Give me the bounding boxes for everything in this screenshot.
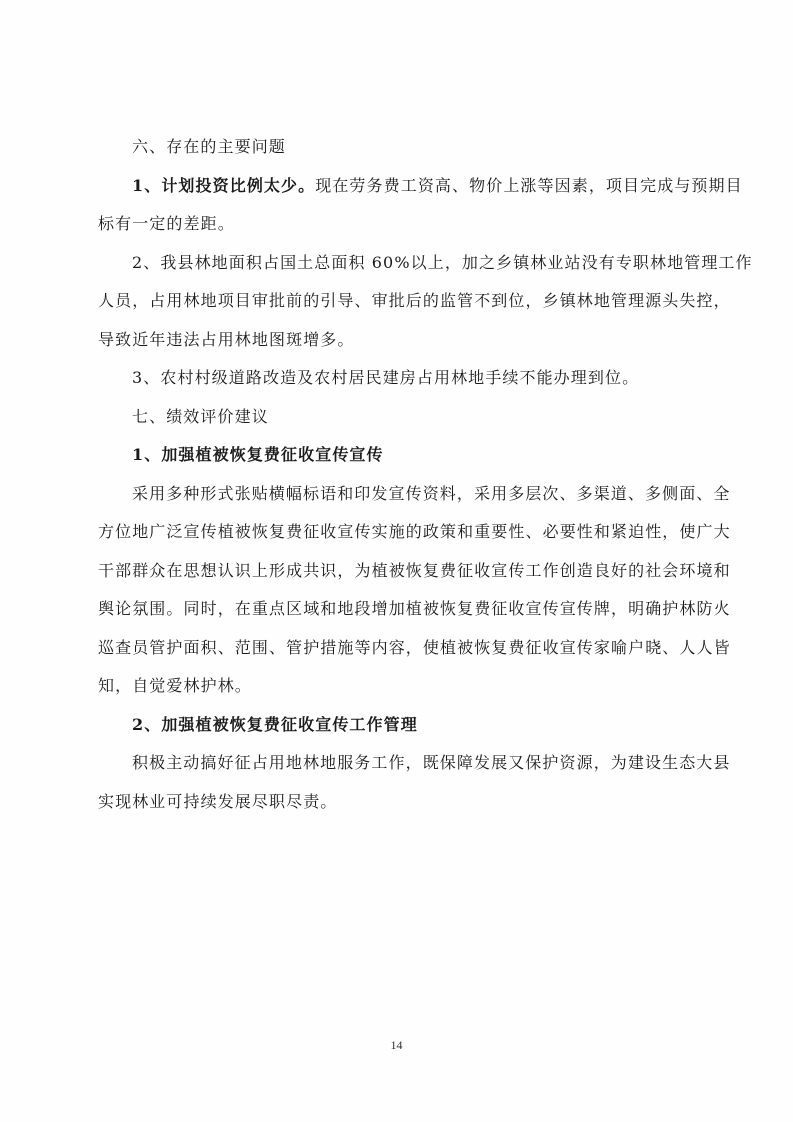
- paragraph-suggestion-2-line: 积极主动搞好征占用地林地服务工作，既保障发展又保护资源，为建设生态大县: [132, 753, 731, 772]
- paragraph-suggestion-2-line: 实现林业可持续发展尽职尽责。: [98, 791, 338, 811]
- paragraph-problem-2-line-2: 人员，占用林地项目审批前的引导、审批后的监管不到位，乡镇林地管理源头失控，: [98, 291, 731, 310]
- paragraph-suggestion-1-line: 知，自觉爱林护林。: [98, 676, 252, 695]
- section-heading-problems: 六、存在的主要问题: [132, 137, 286, 156]
- paragraph-problem-2-line-1: 2、我县林地面积占国土总面积 60%以上，加之乡镇林业站没有专职林地管理工作: [132, 252, 753, 272]
- page-number: 14: [390, 1038, 403, 1052]
- document-body: [98, 128, 753, 821]
- subheading-suggestion-1: 1、加强植被恢复费征收宣传宣传: [132, 445, 384, 464]
- paragraph-suggestion-1-line: 巡查员管护面积、范围、管护措施等内容，使植被恢复费征收宣传家喻户晓、人人皆: [98, 637, 731, 657]
- paragraph-suggestion-1-line: 方位地广泛宣传植被恢复费征收宣传实施的政策和重要性、必要性和紧迫性，使广大: [98, 522, 731, 541]
- subheading-suggestion-2: 2、加强植被恢复费征收宣传工作管理: [132, 714, 418, 734]
- section-heading-suggestions: 七、绩效评价建议: [132, 406, 269, 426]
- paragraph-problem-1-line-1: [98, 167, 743, 206]
- paragraph-problem-3-line-1: 3、农村村级道路改造及农村居民建房占用林地手续不能办理到位。: [132, 368, 640, 387]
- paragraph-suggestion-1-line: 干部群众在思想认识上形成共识，为植被恢复费征收宣传工作创造良好的社会环境和: [98, 560, 731, 580]
- problem-1-lead: 1、计划投资比例太少。: [132, 175, 316, 195]
- paragraph-problem-2-line-3: 导致近年违法占用林地图斑增多。: [98, 329, 355, 349]
- paragraph-problem-1-line-2: 标有一定的差距。: [98, 214, 235, 233]
- paragraph-suggestion-1-line: 采用多种形式张贴横幅标语和印发宣传资料，采用多层次、多渠道、多侧面、全: [132, 483, 731, 503]
- paragraph-suggestion-1-line: 舆论氛围。同时，在重点区域和地段增加植被恢复费征收宣传宣传牌，明确护林防火: [98, 599, 731, 618]
- problem-1-text: 现在劳务费工资高、物价上涨等因素，项目完成与预期目: [315, 175, 743, 195]
